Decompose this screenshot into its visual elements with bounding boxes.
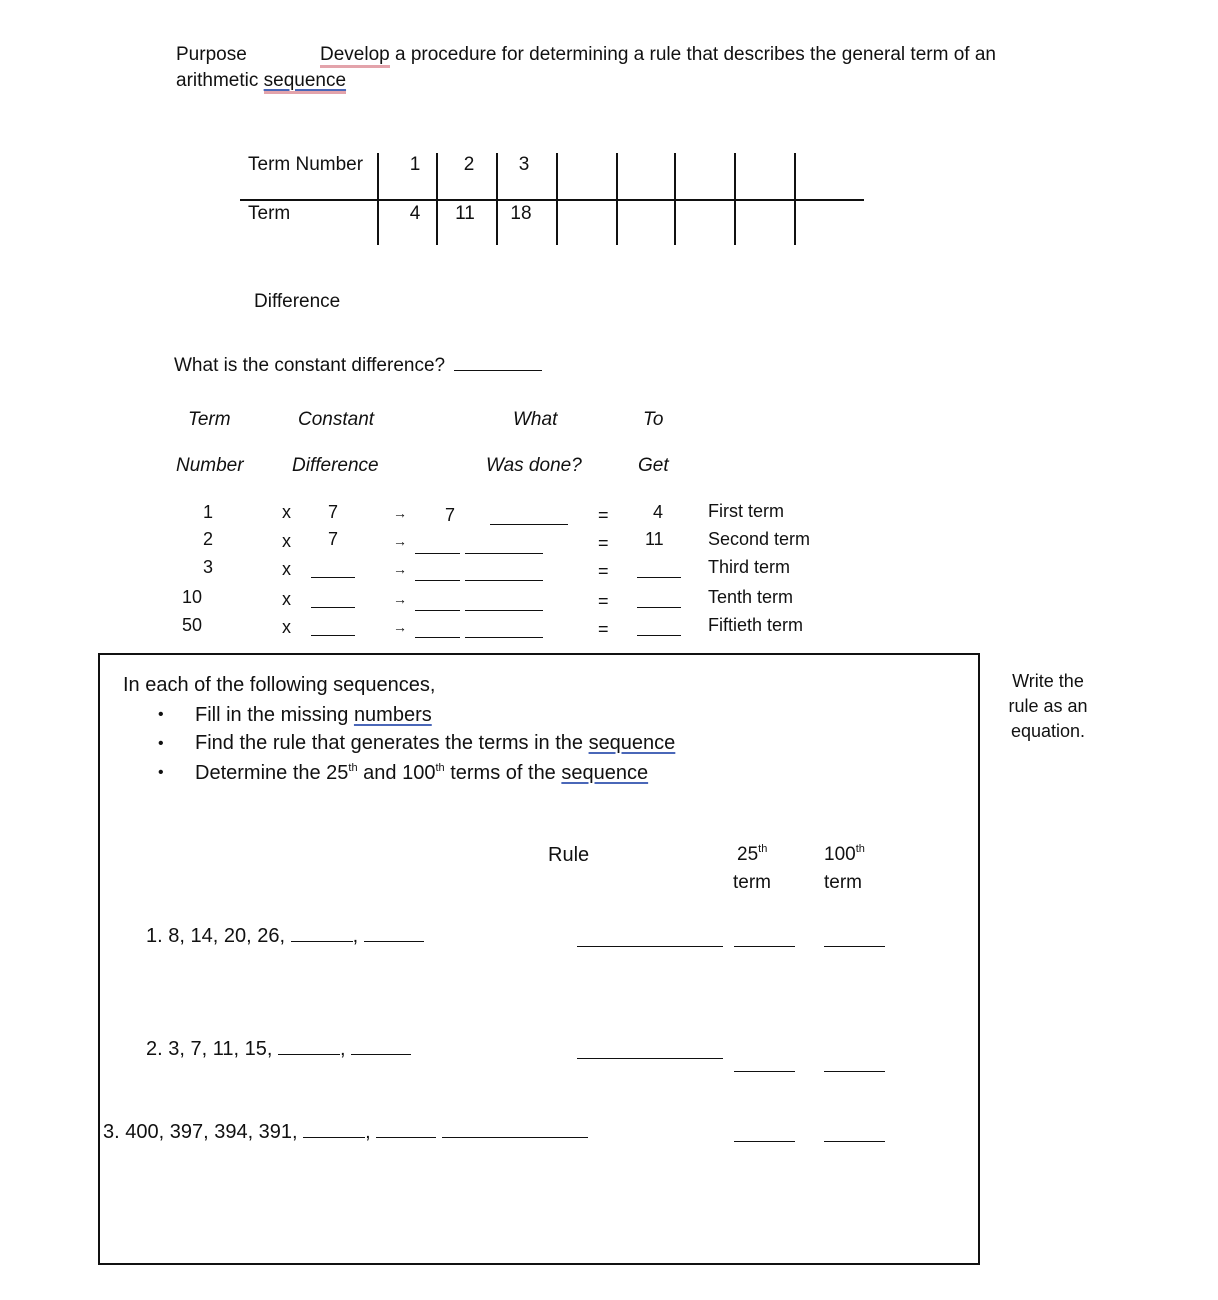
row-result: 4 xyxy=(653,502,664,522)
term-number-cell: 2 xyxy=(463,154,475,175)
bullet-icon: • xyxy=(158,706,164,723)
times-symbol: x xyxy=(282,531,291,551)
missing-number-blank[interactable] xyxy=(351,1054,411,1055)
term-100-blank[interactable] xyxy=(824,1071,885,1072)
arrow-icon: → xyxy=(393,505,407,521)
product-blank[interactable] xyxy=(415,610,460,611)
row-constant-diff: 7 xyxy=(328,502,339,522)
header-get: Get xyxy=(638,455,669,476)
instruction-fill-numbers: Fill in the missing numbers xyxy=(195,704,432,726)
row-product: 7 xyxy=(445,505,456,525)
constant-diff-blank[interactable] xyxy=(311,607,355,608)
spellcheck-word-sequence[interactable]: sequence xyxy=(264,70,346,94)
row-term-number: 10 xyxy=(182,587,203,607)
rule-blank[interactable] xyxy=(442,1137,588,1138)
row-label: Second term xyxy=(708,529,811,549)
times-symbol: x xyxy=(282,502,291,522)
table-col-line xyxy=(556,153,558,245)
product-blank[interactable] xyxy=(415,637,460,638)
table-col-line xyxy=(377,153,379,245)
term-25-blank[interactable] xyxy=(734,1071,795,1072)
operation-blank[interactable] xyxy=(465,580,543,581)
arrow-icon: → xyxy=(393,561,407,577)
column-header-25th: 25th xyxy=(737,843,768,865)
operation-blank[interactable] xyxy=(465,553,543,554)
term-25-blank[interactable] xyxy=(734,946,795,947)
term-cell: 4 xyxy=(409,203,421,224)
product-blank[interactable] xyxy=(415,580,460,581)
term-number-cell: 3 xyxy=(518,154,530,175)
header-was-done: Was done? xyxy=(486,455,582,476)
table-col-line xyxy=(496,153,498,245)
row-label: Third term xyxy=(708,557,791,577)
instructions-intro: In each of the following sequences, xyxy=(123,674,436,696)
equals-sign: = xyxy=(598,619,609,639)
equals-sign: = xyxy=(598,505,609,525)
constant-difference-blank[interactable] xyxy=(454,370,542,371)
grammar-word-sequence[interactable]: sequence xyxy=(561,762,649,784)
equals-sign: = xyxy=(598,561,609,581)
instruction-determine-terms: Determine the 25th and 100th terms of the sequence xyxy=(195,762,649,784)
arrow-icon: → xyxy=(393,591,407,607)
header-to: To xyxy=(643,409,664,430)
instruction-find-rule: Find the rule that generates the terms in the sequence xyxy=(195,732,676,754)
constant-difference-question: What is the constant difference? xyxy=(174,355,542,377)
operation-blank[interactable] xyxy=(490,524,568,525)
table-col-line xyxy=(616,153,618,245)
result-blank[interactable] xyxy=(637,577,681,578)
header-difference: Difference xyxy=(292,455,379,476)
column-header-rule: Rule xyxy=(548,844,590,866)
equals-sign: = xyxy=(598,533,609,553)
constant-diff-blank[interactable] xyxy=(311,577,355,578)
equals-sign: = xyxy=(598,591,609,611)
arrow-icon: → xyxy=(393,619,407,635)
header-constant: Constant xyxy=(298,409,375,430)
operation-blank[interactable] xyxy=(465,637,543,638)
table-col-line xyxy=(436,153,438,245)
term-number-cell: 1 xyxy=(409,154,421,175)
grammar-word-numbers[interactable]: numbers xyxy=(353,704,432,726)
missing-number-blank[interactable] xyxy=(364,941,424,942)
column-header-100th-term: term xyxy=(824,872,862,893)
row-term-number: 1 xyxy=(203,502,214,522)
difference-label: Difference xyxy=(254,291,341,312)
missing-number-blank[interactable] xyxy=(376,1137,436,1138)
row-label: Tenth term xyxy=(708,587,794,607)
row-label: First term xyxy=(708,501,784,521)
rule-blank[interactable] xyxy=(577,946,723,947)
table-divider xyxy=(240,199,864,201)
purpose-text-line2: arithmetic sequence xyxy=(176,70,346,92)
row-constant-diff: 7 xyxy=(328,529,339,549)
table-col-line xyxy=(794,153,796,245)
term-cell: 11 xyxy=(455,203,475,224)
bullet-icon: • xyxy=(158,735,164,752)
side-note: Write the rule as an equation. xyxy=(1008,671,1088,741)
term-100-blank[interactable] xyxy=(824,1141,885,1142)
missing-number-blank[interactable] xyxy=(291,941,353,942)
table-col-line xyxy=(734,153,736,245)
product-blank[interactable] xyxy=(415,553,460,554)
missing-number-blank[interactable] xyxy=(278,1054,340,1055)
result-blank[interactable] xyxy=(637,635,681,636)
times-symbol: x xyxy=(282,617,291,637)
result-blank[interactable] xyxy=(637,607,681,608)
purpose-text-line1: Develop a procedure for determining a rule that describes the general term of an xyxy=(320,44,996,66)
missing-number-blank[interactable] xyxy=(303,1137,365,1138)
row-label-term-number: Term Number xyxy=(248,154,364,175)
row-term-number: 2 xyxy=(203,529,214,549)
header-what: What xyxy=(513,409,558,430)
operation-blank[interactable] xyxy=(465,610,543,611)
constant-diff-blank[interactable] xyxy=(311,635,355,636)
times-symbol: x xyxy=(282,559,291,579)
header-number: Number xyxy=(176,455,244,476)
problem-3: 3. 400, 397, 394, 391, , xyxy=(103,1121,588,1144)
purpose-label: Purpose xyxy=(176,44,247,65)
spellcheck-word-develop[interactable]: Develop xyxy=(320,44,390,68)
times-symbol: x xyxy=(282,589,291,609)
problem-1: 1. 8, 14, 20, 26, , xyxy=(146,925,424,948)
term-25-blank[interactable] xyxy=(734,1141,795,1142)
column-header-25th-term: term xyxy=(733,872,771,893)
rule-blank[interactable] xyxy=(577,1058,723,1059)
row-result: 11 xyxy=(645,529,664,549)
problem-2: 2. 3, 7, 11, 15, , xyxy=(146,1038,411,1061)
row-term-number: 50 xyxy=(182,615,203,635)
header-term: Term xyxy=(188,409,231,430)
bullet-icon: • xyxy=(158,764,164,781)
arrow-icon: → xyxy=(393,533,407,549)
term-cell: 18 xyxy=(510,203,532,224)
row-label-term: Term xyxy=(248,203,291,224)
column-header-100th: 100th xyxy=(824,843,865,865)
table-col-line xyxy=(674,153,676,245)
row-label: Fiftieth term xyxy=(708,615,804,635)
row-term-number: 3 xyxy=(203,557,214,577)
term-100-blank[interactable] xyxy=(824,946,885,947)
grammar-word-sequence[interactable]: sequence xyxy=(588,732,676,754)
